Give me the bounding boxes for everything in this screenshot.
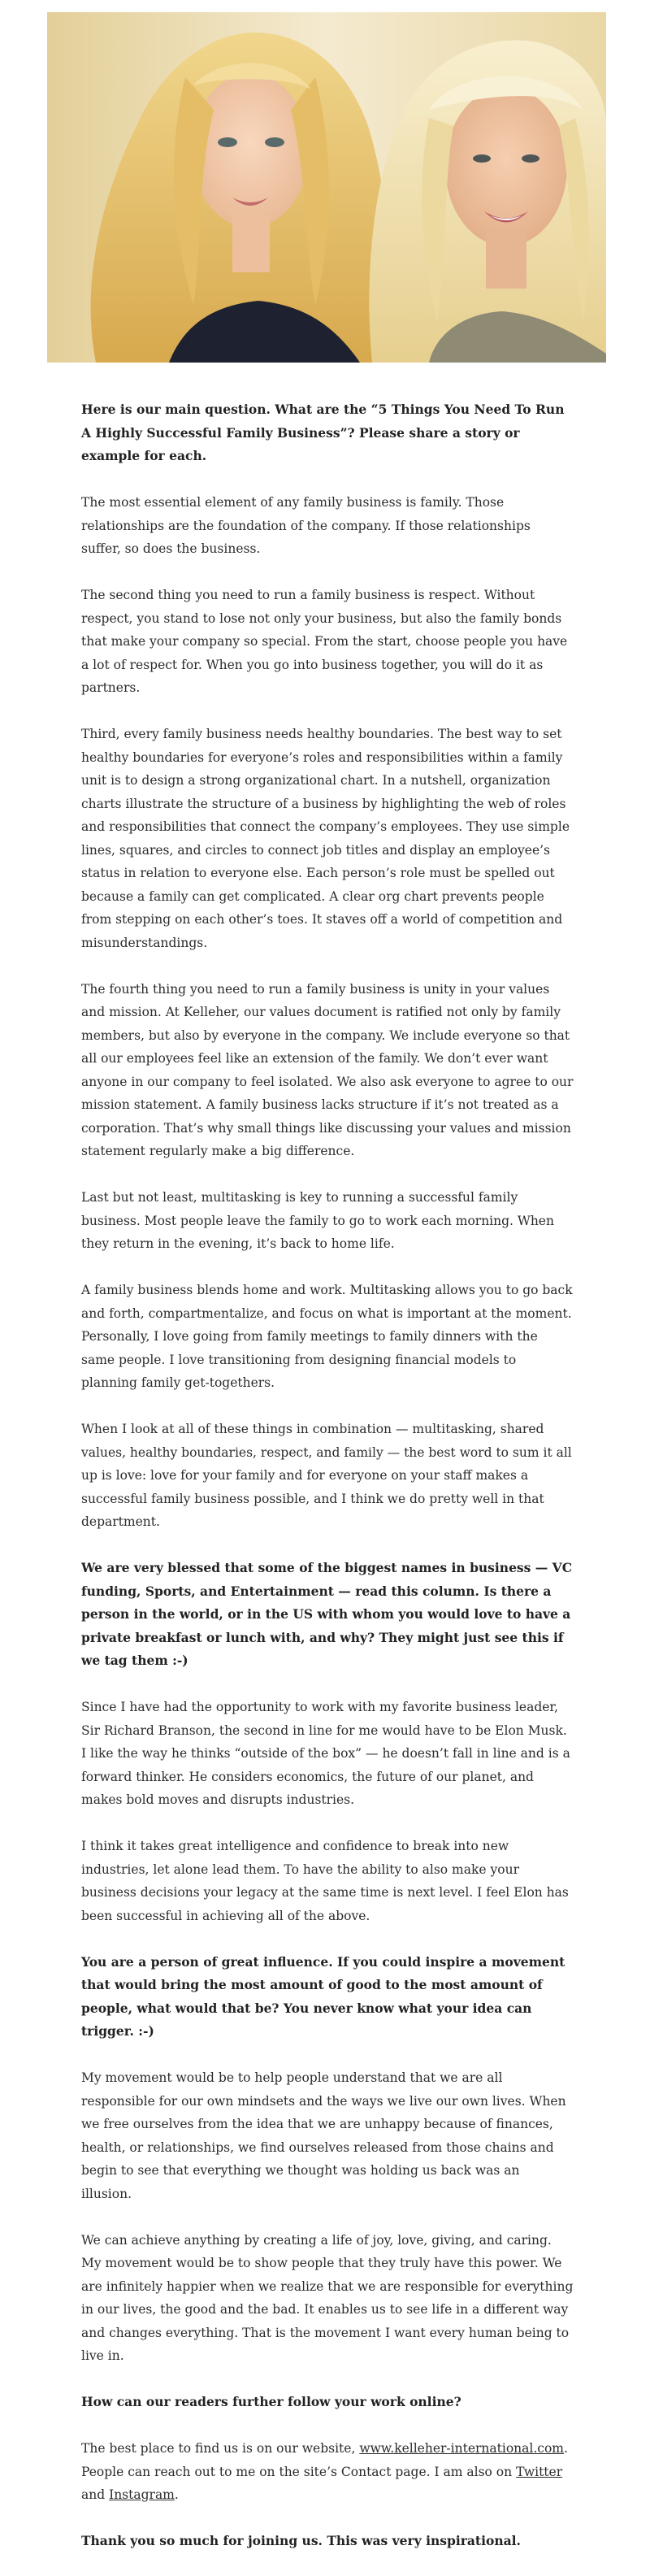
paragraph-text: . People can reach out to me on the site’s Contact page. I am also on <box>81 2441 568 2479</box>
answer-paragraph: Last but not least, multitasking is key to running a successful family business. Most people leave the family to go to work each morning. When they return in the evening, it’s back to home life. <box>81 1190 554 1251</box>
answer-paragraph: When I look at all of these things in combination — multitasking, shared values, healthy boundaries, respect, and family — the best word to sum it all up is love: love for your family and for everyone on your staff makes a successful family business possible, and I think we do pretty well in that department. <box>81 1422 572 1529</box>
twitter-link[interactable]: Twitter <box>516 2464 563 2479</box>
paragraph-text: . <box>174 2487 179 2502</box>
answer-paragraph: The second thing you need to run a family business is respect. Without respect, you stand to lose not only your business, but also the family bonds that make your company so special. From the start, choose people you have a lot of respect for. When you go into business together, you will do it as partners. <box>81 588 568 695</box>
closing-remark: Thank you so much for joining us. This was very inspirational. <box>81 2533 521 2548</box>
answer-paragraph: My movement would be to help people understand that we are all responsible for our own mindsets and the ways we live our own lives. When we free ourselves from the idea that we are unhappy because of finances, health, or relationships, we find ourselves released from those chains and begin to see that everything we thought was holding us back was an illusion. <box>81 2070 566 2201</box>
article-body <box>81 398 574 2576</box>
answer-paragraph-links <box>81 2437 574 2507</box>
interview-question: Here is our main question. What are the “5 Things You Need To Run A Highly Successful Family Business”? Please share a story or example for each. <box>81 402 565 463</box>
paragraph-text: The best place to find us is on our website, <box>81 2441 360 2456</box>
interview-question: We are very blessed that some of the biggest names in business — VC funding, Sports, and Entertainment — read this column. Is there a person in the world, or in the US with whom you would love to have a private breakfast or lunch with, and why? They might just see this if we tag them :-) <box>81 1560 573 1668</box>
hero-portrait-image <box>47 12 606 363</box>
instagram-link[interactable]: Instagram <box>109 2487 175 2502</box>
paragraph-text: and <box>81 2487 110 2502</box>
answer-paragraph: A family business blends home and work. Multitasking allows you to go back and forth, compartmentalize, and focus on what is important at the moment. Personally, I love going from family meetings to family dinners with the same people. I love transitioning from designing financial models to planning family get-togethers. <box>81 1283 573 1390</box>
answer-paragraph: I think it takes great intelligence and confidence to break into new industries, let alone lead them. To have the ability to also make your business decisions your legacy at the same time is next level. I feel Elon has been successful in achieving all of the above. <box>81 1839 569 1923</box>
answer-paragraph: Since I have had the opportunity to work with my favorite business leader, Sir Richard Branson, the second in line for me would have to be Elon Musk. I like the way he thinks “outside of the box” — he doesn’t fall in line and is a forward thinker. He considers economics, the future of our planet, and makes bold moves and disrupts industries. <box>81 1700 570 1807</box>
answer-paragraph: The fourth thing you need to run a family business is unity in your values and mission. At Kelleher, our values document is ratified not only by family members, but also by everyone in the company. We include everyone so that all our employees feel like an extension of the family. We don’t ever want anyone in our company to feel isolated. We also ask everyone to agree to our mission statement. A family business lacks structure if it’s not treated as a corporation. That’s why small things like discussing your values and mission statement regularly make a big difference. <box>81 981 574 1158</box>
interview-question: You are a person of great influence. If you could inspire a movement that would bring the most amount of good to the most amount of people, what would that be? You never know what your idea can trigger. :-) <box>81 1953 566 2039</box>
answer-paragraph: We can achieve anything by creating a life of joy, love, giving, and caring. My movement would be to show people that they truly have this power. We are infinitely happier when we realize that we are responsible for everything in our lives, the good and the bad. It enables us to see life in a different way and changes everything. That is the movement I want every human being to live in. <box>81 2232 574 2363</box>
interview-question: How can our readers further follow your work online? <box>81 2394 462 2409</box>
website-link[interactable]: www.kelleher-international.com <box>359 2441 564 2456</box>
answer-paragraph: The most essential element of any family business is family. Those relationships are the foundation of the company. If those relationships suffer, so does the business. <box>81 495 531 556</box>
answer-paragraph: Third, every family business needs healthy boundaries. The best way to set healthy boundaries for everyone’s roles and responsibilities within a family unit is to design a strong organizational chart. In a nutshell, organization charts illustrate the structure of a business by highlighting the web of roles and responsibilities that connect the company’s employees. They use simple lines, squares, and circles to connect job titles and display an employee’s status in relation to everyone else. Each person’s role must be spelled out because a family can get complicated. A clear org chart prevents people from stepping on each other’s toes. It staves off a world of competition and misunderstandings. <box>81 727 570 950</box>
portrait-photo-icon <box>47 12 606 363</box>
